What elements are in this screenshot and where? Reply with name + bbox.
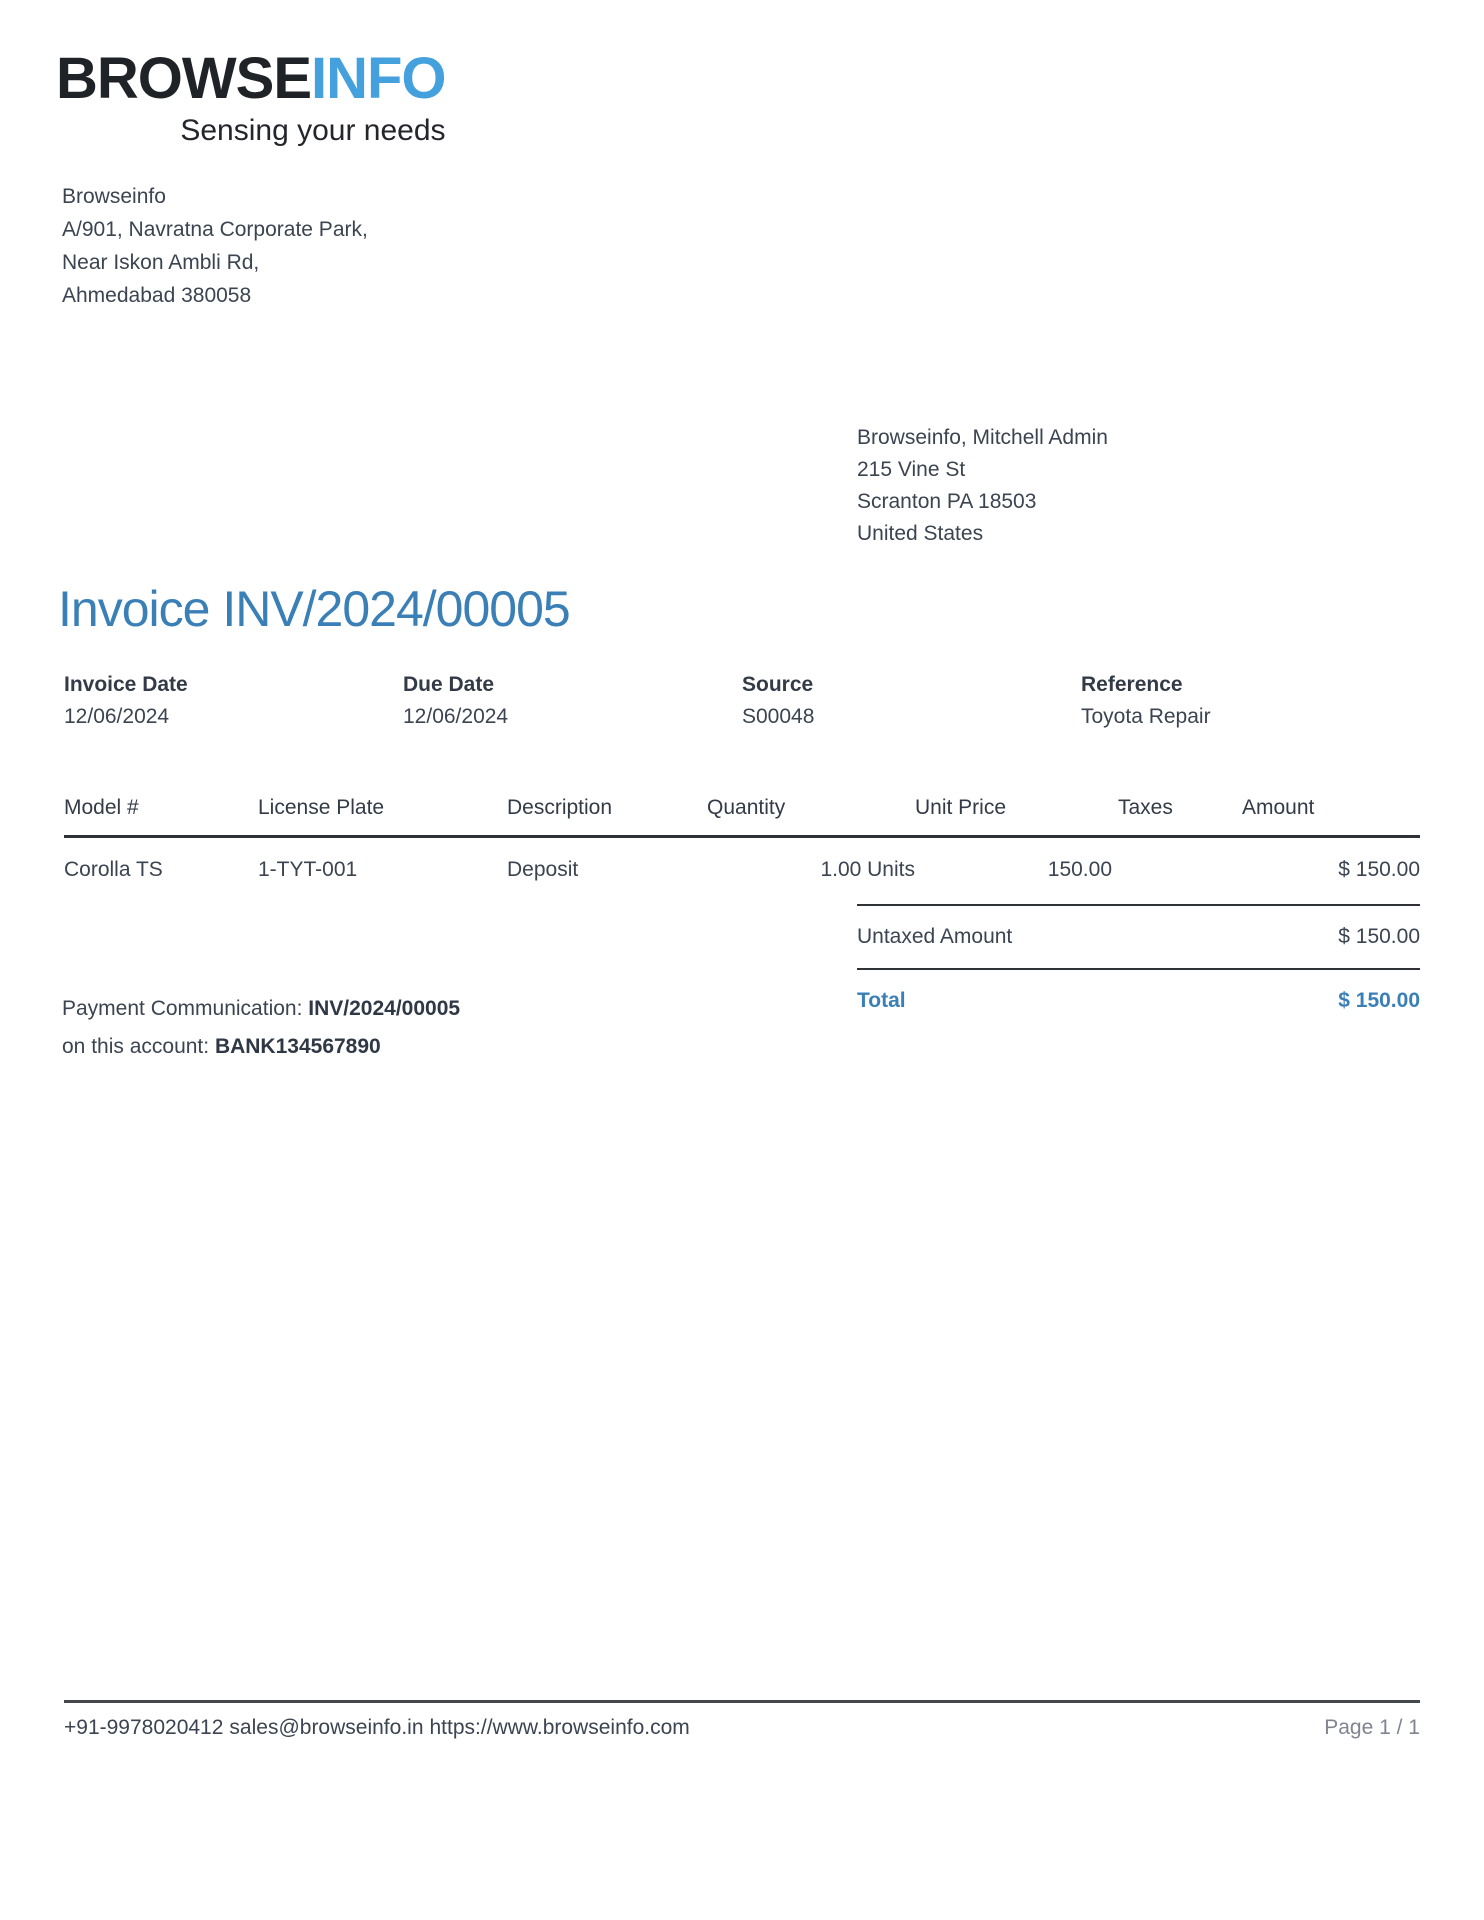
logo-brand-dark: BROWSE [56,46,311,111]
detail-source [742,670,1081,732]
page-footer [64,1700,1420,1740]
page-number: Page 1 / 1 [1324,1716,1420,1739]
invoice-title: Invoice INV/2024/00005 [58,581,570,637]
payment-communication-reference: INV/2024/00005 [308,997,461,1020]
cell-description: Deposit [507,858,579,881]
company-address-line: Near Iskon Ambli Rd, [62,251,260,274]
column-header-description: Description [507,794,707,837]
untaxed-amount-label: Untaxed Amount [857,925,1013,948]
payment-communication-line [62,990,460,1028]
total-row [857,968,1420,1032]
column-header-amount: Amount [1242,794,1420,837]
company-logo [56,46,446,148]
footer-email[interactable]: sales@browseinfo.in [229,1716,424,1739]
detail-due-date [403,670,742,732]
detail-value: 12/06/2024 [64,705,170,728]
detail-value: 12/06/2024 [403,705,509,728]
detail-label: Reference [1081,673,1183,696]
table-header-row [64,794,1420,837]
company-address-line: A/901, Navratna Corporate Park, [62,218,368,241]
cell-unit-price: 150.00 [1047,858,1112,881]
cell-license-plate: 1-TYT-001 [258,858,358,881]
customer-address [857,422,1108,550]
customer-address-line: United States [857,522,984,545]
untaxed-amount-row [857,904,1420,968]
customer-address-line: Scranton PA 18503 [857,490,1037,513]
payment-account-number: BANK134567890 [214,1035,381,1058]
totals-section [857,904,1420,1032]
detail-reference [1081,670,1420,732]
footer-phone[interactable]: +91-9978020412 [64,1716,224,1739]
footer-contact-info [64,1716,696,1740]
detail-value: S00048 [742,705,815,728]
detail-label: Invoice Date [64,673,188,696]
invoice-lines-table [64,794,1420,886]
company-name: Browseinfo [62,185,166,208]
detail-invoice-date [64,670,403,732]
customer-address-line: 215 Vine St [857,458,966,481]
cell-amount: $ 150.00 [1338,858,1420,881]
payment-account-prefix: on this account: [62,1035,215,1058]
footer-website[interactable]: https://www.browseinfo.com [429,1716,690,1739]
column-header-taxes: Taxes [1112,794,1242,837]
logo-tagline: Sensing your needs [180,114,446,147]
detail-label: Due Date [403,673,495,696]
logo-brand-accent: INFO [311,46,446,111]
total-value: $ 150.00 [1338,989,1420,1012]
column-header-license-plate: License Plate [258,794,507,837]
cell-taxes [1112,837,1242,887]
company-address-line: Ahmedabad 380058 [62,284,252,307]
column-header-quantity: Quantity [707,794,915,837]
company-address [62,180,368,312]
payment-communication-prefix: Payment Communication: [62,997,309,1020]
logo-wordmark [56,46,446,111]
invoice-details [64,670,1420,732]
detail-value: Toyota Repair [1081,705,1211,728]
customer-name: Browseinfo, Mitchell Admin [857,426,1108,449]
detail-label: Source [742,673,814,696]
cell-model: Corolla TS [64,858,163,881]
table-row [64,837,1420,887]
payment-communication [62,990,460,1066]
cell-quantity: 1.00 Units [820,858,915,881]
total-label: Total [857,989,906,1012]
payment-account-line [62,1028,460,1066]
untaxed-amount-value: $ 150.00 [1338,925,1420,948]
column-header-unit-price: Unit Price [915,794,1112,837]
column-header-model: Model # [64,794,258,837]
